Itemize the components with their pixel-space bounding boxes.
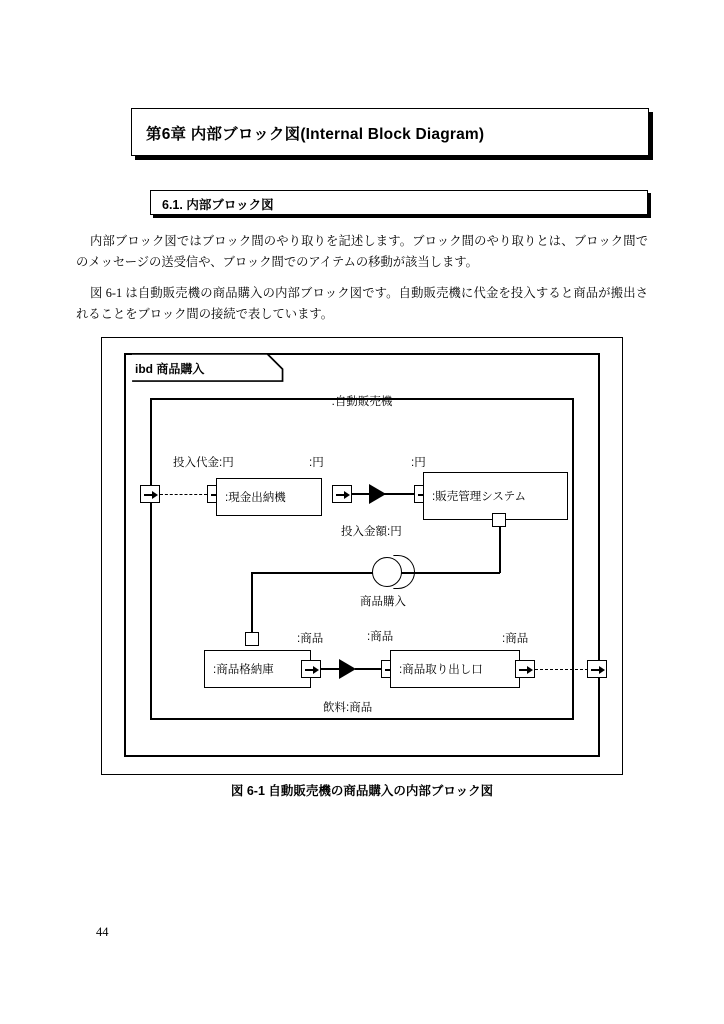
label-yen-right: :円 xyxy=(411,457,426,469)
connector-interface-to-storage-v xyxy=(251,572,253,634)
port-storage-top xyxy=(245,632,259,646)
section-heading-text: 6.1. 内部ブロック図 xyxy=(162,198,274,212)
label-beverage-item: 飲料:商品 xyxy=(323,702,373,714)
connector-dashed-left xyxy=(160,494,207,495)
part-product-outlet-label: :商品取り出し口 xyxy=(399,664,483,676)
label-purchase-interface: 商品購入 xyxy=(360,596,406,608)
port-sales-system-bottom xyxy=(492,513,506,527)
page-number: 44 xyxy=(96,925,109,939)
ibd-frame-label: ibd 商品購入 xyxy=(135,362,205,376)
connector-cash-to-sales-2 xyxy=(385,493,414,495)
label-item-right: :商品 xyxy=(502,633,529,645)
chapter-title-text: 第6章 内部ブロック図(Internal Block Diagram) xyxy=(146,126,485,143)
paragraph-1: 内部ブロック図ではブロック間のやり取りを記述します。ブロック間のやり取りとは、ブロック間でのメッセージの送受信や、ブロック間でのアイテムの移動が該当します。 xyxy=(76,234,648,269)
figure-caption: 図 6-1 自動販売機の商品購入の内部ブロック図 xyxy=(230,784,494,798)
flow-arrow-storage-to-outlet xyxy=(339,659,356,679)
part-sales-management-system-label: :販売管理システム xyxy=(432,491,527,503)
label-inserted-amount: 投入金額:円 xyxy=(341,526,402,538)
label-item-mid: :商品 xyxy=(367,631,394,643)
part-cash-register xyxy=(216,478,322,516)
flow-port-frame-right xyxy=(587,660,607,678)
flow-port-storage-out xyxy=(301,660,321,678)
figure-internal-block-diagram xyxy=(101,337,623,775)
flow-arrow-cash-to-sales xyxy=(369,484,386,504)
label-inserted-money: 投入代金:円 xyxy=(173,457,234,469)
connector-interface-to-storage-h xyxy=(251,572,373,574)
part-cash-register-label: :現金出納機 xyxy=(225,492,286,504)
flow-port-frame-left xyxy=(140,485,160,503)
section-heading-box xyxy=(150,190,648,215)
paragraph-2: 図 6-1 は自動販売機の商品購入の内部ブロック図です。自動販売機に代金を投入すると商品が搬出されることをブロック間の接続で表しています。 xyxy=(76,286,648,321)
connector-dashed-right xyxy=(535,669,588,670)
part-product-outlet xyxy=(390,650,520,688)
connector-sales-to-interface-h xyxy=(401,572,500,574)
label-item-left: :商品 xyxy=(297,633,324,645)
connector-storage-to-outlet-1 xyxy=(321,668,339,670)
connector-sales-to-interface-v xyxy=(499,527,501,573)
label-yen-mid: :円 xyxy=(309,457,324,469)
ibd-frame-label-wrap xyxy=(124,353,288,385)
part-product-storage xyxy=(204,650,311,688)
connector-storage-to-outlet-2 xyxy=(355,668,381,670)
part-product-storage-label: :商品格納庫 xyxy=(213,664,274,676)
vending-machine-label: :自動販売機 xyxy=(331,396,393,408)
flow-port-outlet-out xyxy=(515,660,535,678)
flow-port-cash-register-out xyxy=(332,485,352,503)
chapter-title-banner xyxy=(131,108,649,156)
